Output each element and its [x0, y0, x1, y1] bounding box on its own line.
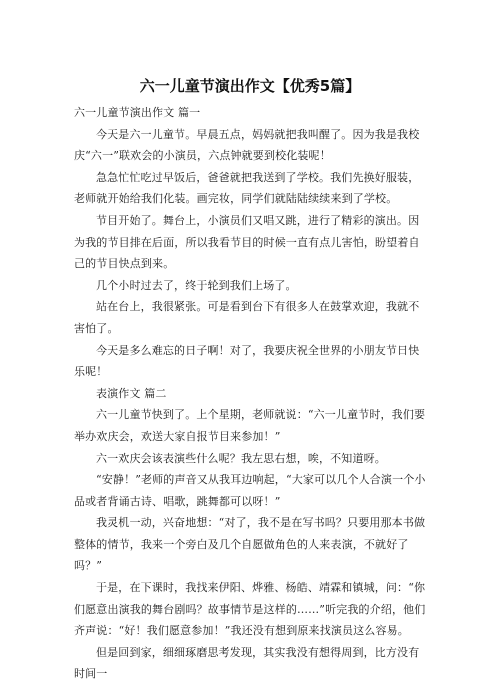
paragraph: 今天是多么难忘的日子啊！对了，我要庆祝全世界的小朋友节日快乐呢！ — [74, 343, 420, 379]
paragraph: 六一儿童节快到了。上个星期，老师就说：“六一儿童节时，我们要举办欢庆会，欢送大家自报节目来参加！” — [74, 408, 426, 443]
document-title: 六一儿童节演出作文【优秀5篇】 — [139, 77, 361, 95]
paragraph: 几个小时过去了，终于轮到我们上场了。 — [96, 278, 297, 292]
paragraph: 急急忙忙吃过早饭后，爸爸就把我送到了学校。我们先换好服装，老师就开始给我们化装。画完妆，同学们就陆陆续续来到了学校。 — [74, 170, 420, 206]
paragraph: 但是回到家，细细琢磨思考发现，其实我没有想得周到，比方没有时间一 — [74, 645, 420, 681]
paragraph: 六一欢庆会该表演些什么呢？我左思右想，唉，不知道呀。 — [96, 451, 386, 465]
document-body — [74, 102, 428, 685]
section-heading: 六一儿童节演出作文 篇一 — [74, 106, 201, 119]
paragraph: 节目开始了。舞台上，小演员们又唱又跳，进行了精彩的演出。因为我的节目排在后面，所以我看节目的时候一直有点儿害怕，盼望着自己的节目快点到来。 — [74, 213, 420, 271]
paragraph: 站在台上，我很紧张。可是看到台下有很多人在鼓掌欢迎，我就不害怕了。 — [74, 300, 420, 335]
paragraph: 今天是六一儿童节。早晨五点，妈妈就把我叫醒了。因为我是我校庆“六一”联欢会的小演员，六点钟就要到校化装呢！ — [74, 127, 420, 163]
paragraph: “安静！”老师的声音又从我耳边响起，“大家可以几个人合演一个小品或者背诵古诗、唱歌，跳舞都可以呀！” — [74, 473, 426, 508]
paragraph: 我灵机一动，兴奋地想：“对了，我不是在写书吗？只要用那本书做整体的情节，我来一个旁白及几个自愿做角色的人来表演，不就好了吗？” — [74, 516, 426, 573]
paragraph: 于是，在下课时，我找来伊阳、烨雅、杨皓、靖霖和镇城，问：“你们愿意出演我的舞台剧吗？故事情节是这样的……”听完我的介绍，他们齐声说：“好！我们愿意参加！”我还没有想到原来找演员这么容易。 — [74, 581, 426, 638]
section-heading: 表演作文 篇二 — [96, 386, 167, 400]
